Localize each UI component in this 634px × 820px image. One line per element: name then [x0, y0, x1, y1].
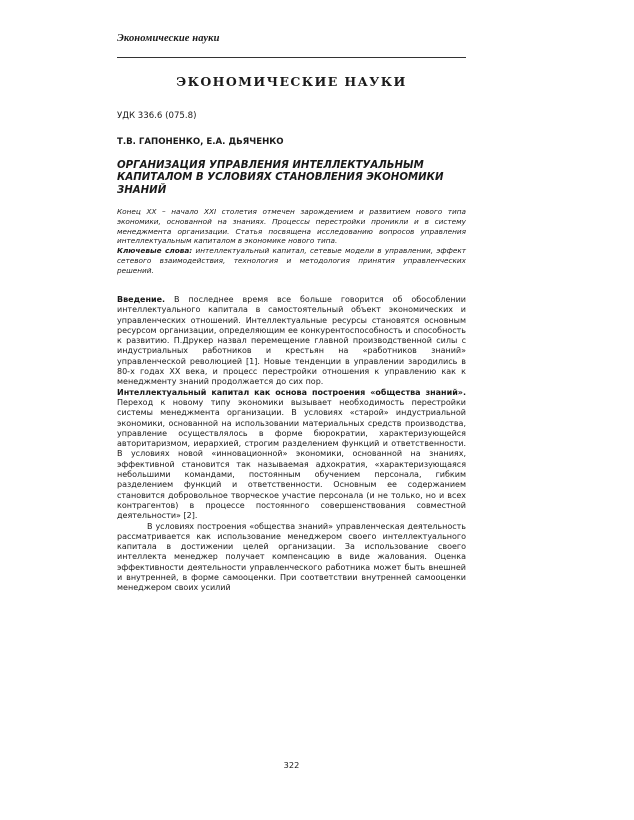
section-title: ЭКОНОМИЧЕСКИЕ НАУКИ	[176, 74, 407, 89]
paragraph-lead: Интеллектуальный капитал как основа построения «общества знаний».	[117, 387, 466, 397]
article-title: ОРГАНИЗАЦИЯ УПРАВЛЕНИЯ ИНТЕЛЛЕКТУАЛЬНЫМ КАПИТАЛОМ В УСЛОВИЯХ СТАНОВЛЕНИЯ ЭКОНОМИКИ ЗНАНИЙ	[117, 160, 444, 196]
keywords: интеллектуальный капитал, сетевые модели в управлении, эффект сетевого взаимодействия, технология и методология принятия управленческих решений.	[117, 246, 466, 275]
abstract	[117, 207, 466, 276]
keywords-label: Ключевые слова:	[117, 246, 193, 256]
running-head: Экономические науки	[117, 33, 220, 44]
paragraph-text: В условиях построения «общества знаний» управленческая деятельность рассматривается как использование менеджером своего интеллектуального капитала в достижении целей организации. За использование своего интеллекта менеджер получает компенсацию в виде жалования. Оценка эффективности деятельности управленческого работника может быть внешней и внутренней, в форме самооценки. При соответствии внутренней самооценки менеджером своих усилий	[117, 521, 466, 593]
abstract-text: Конец ХХ – начало XXI столетия отмечен зарождением и развитием нового типа экономики, основанной на знаниях. Процессы перестройки проникли и в систему менеджмента организации. Статья посвящена исследованию вопросов управления интеллектуальным капиталом в экономике нового типа.	[117, 207, 466, 246]
header-rule	[117, 57, 466, 58]
paragraph-knowledge-society	[117, 522, 466, 594]
paragraph-text: В последнее время все больше говорится об обособлении интеллектуального капитала в самостоятельный объект экономических и управленческих отношений. Интеллектуальные ресурсы становятся основным ресурсом организации, определяющим ее конкурентоспособность и способность к развитию. П.Друкер назвал перемещение главной производственной силы с индустриальных работников и крестьян на «работников знаний» управленческой революцией [1]. Новые тенденции в управлении зародились в 80-х годах ХХ века, и процесс перестройки отношения к управлению как к менеджменту знаний продолжается до сих пор.	[117, 295, 466, 387]
paragraph-introduction	[117, 295, 466, 388]
paragraph-lead: Введение.	[117, 295, 166, 304]
udc-code: УДК 336.6 (075.8)	[117, 111, 197, 121]
paragraph-text: Переход к новому типу экономики вызывает необходимость перестройки системы менеджмента организации. В условиях «старой» индустриальной экономики, основанной на использовании материальных средств производства, управление осуществлялось в форме бюрократии, характеризующейся авторитаризмом, иерархией, строгим разделением функций и ответственности. В условиях новой «инновационной» экономики, основанной на знаниях, эффективной становится так называемая адхократия, «характеризующаяся небольшими командами, постоянным обучением персонала, гибким разделением функций и ответственности. Основным ее содержанием становится добровольное творческое участие персонала (и не только, но и всех контрагентов) в процессе постоянного совершенствования совместной деятельности» [2].	[117, 397, 466, 521]
authors: Т.В. ГАПОНЕНКО, Е.А. ДЬЯЧЕНКО	[117, 137, 284, 147]
page-number: 322	[283, 760, 300, 770]
paragraph-intellectual-capital	[117, 388, 466, 522]
article-body	[117, 295, 466, 594]
